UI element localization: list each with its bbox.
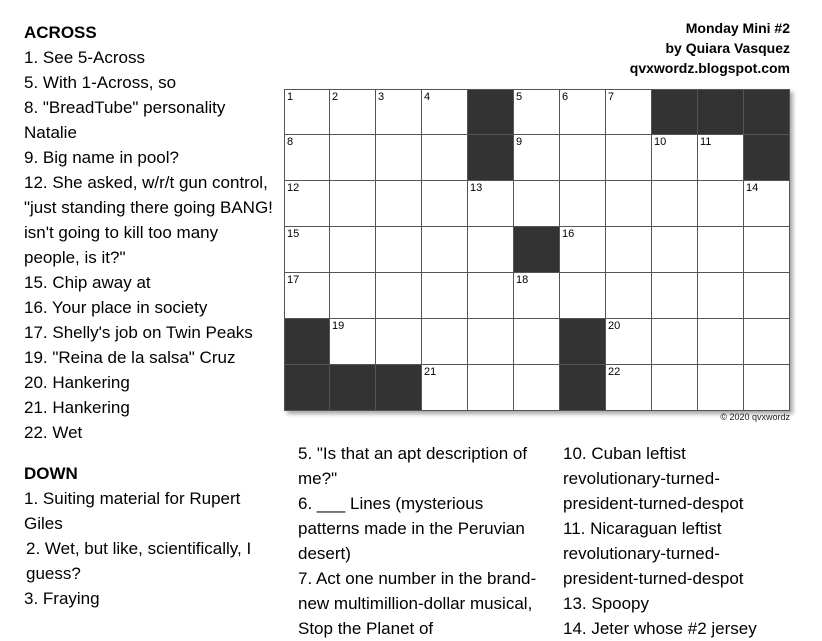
grid-cell[interactable] xyxy=(652,319,698,365)
puzzle-site: qvxwordz.blogspot.com xyxy=(629,60,790,76)
clue-number: 20 xyxy=(608,320,621,332)
grid-cell[interactable] xyxy=(376,227,422,273)
grid-cell[interactable] xyxy=(560,273,606,319)
left-clue-column xyxy=(24,20,276,611)
black-square xyxy=(744,89,790,135)
grid-cell[interactable] xyxy=(376,273,422,319)
grid-cell[interactable] xyxy=(330,89,376,135)
grid-cell[interactable] xyxy=(560,181,606,227)
clue-number: 10 xyxy=(654,136,667,148)
grid-cell[interactable] xyxy=(422,89,468,135)
across-clue: 16. Your place in society xyxy=(24,298,208,317)
down-clue: 2. Wet, but like, scientifically, I guess? xyxy=(26,539,252,583)
grid-cell[interactable] xyxy=(744,181,790,227)
black-square xyxy=(698,89,744,135)
grid-cell[interactable] xyxy=(606,227,652,273)
grid-cell[interactable] xyxy=(698,319,744,365)
across-clue-list xyxy=(24,45,276,445)
grid-cell[interactable] xyxy=(652,273,698,319)
clue-number: 17 xyxy=(287,274,300,286)
clue-number: 5 xyxy=(516,91,523,103)
right-clue-column xyxy=(563,441,793,641)
clue-number: 14 xyxy=(746,182,759,194)
clue-number: 3 xyxy=(378,91,385,103)
down-clue: 7. Act one number in the brand-new multimillion-dollar musical, Stop the Planet of xyxy=(298,569,537,638)
across-clue: 15. Chip away at xyxy=(24,273,151,292)
grid-cell[interactable] xyxy=(744,319,790,365)
grid-cell[interactable] xyxy=(376,135,422,181)
across-clue: 17. Shelly's job on Twin Peaks xyxy=(24,323,253,342)
grid-cell[interactable] xyxy=(514,181,560,227)
down-clue: 14. Jeter whose #2 jersey xyxy=(563,619,757,638)
puzzle-title: Monday Mini #2 xyxy=(685,20,790,36)
grid-cell[interactable] xyxy=(514,89,560,135)
grid-cell[interactable] xyxy=(514,319,560,365)
grid-cell[interactable] xyxy=(514,135,560,181)
down-clue: 5. "Is that an apt description of me?" xyxy=(298,444,528,488)
clue-number: 13 xyxy=(470,182,483,194)
down-heading: DOWN xyxy=(24,464,78,483)
grid-cell[interactable] xyxy=(422,273,468,319)
across-clue: 21. Hankering xyxy=(24,398,130,417)
grid-cell[interactable] xyxy=(422,227,468,273)
clue-number: 15 xyxy=(287,228,300,240)
clue-number: 21 xyxy=(424,366,437,378)
grid-cell[interactable] xyxy=(744,273,790,319)
across-clue: 9. Big name in pool? xyxy=(24,148,179,167)
across-clue: 20. Hankering xyxy=(24,373,130,392)
across-clue: 8. "BreadTube" personality Natalie xyxy=(24,98,226,142)
grid-cell[interactable] xyxy=(698,181,744,227)
clue-number: 1 xyxy=(287,91,294,103)
grid-cell[interactable] xyxy=(468,181,514,227)
clue-number: 7 xyxy=(608,91,615,103)
grid-cell[interactable] xyxy=(560,227,606,273)
clue-number: 2 xyxy=(332,91,339,103)
grid-cell[interactable] xyxy=(606,319,652,365)
down-clue: 1. Suiting material for Rupert Giles xyxy=(24,489,241,533)
grid-cell[interactable] xyxy=(652,181,698,227)
grid-cell[interactable] xyxy=(744,365,790,411)
grid-cell[interactable] xyxy=(422,319,468,365)
grid-cell[interactable] xyxy=(606,135,652,181)
grid-cell[interactable] xyxy=(468,319,514,365)
grid-cell[interactable] xyxy=(468,227,514,273)
byline xyxy=(630,18,790,78)
clue-number: 4 xyxy=(424,91,431,103)
black-square xyxy=(284,365,330,411)
grid-cell[interactable] xyxy=(468,365,514,411)
black-square xyxy=(744,135,790,181)
grid-cell[interactable] xyxy=(422,135,468,181)
crossword-grid xyxy=(284,89,790,411)
black-square xyxy=(330,365,376,411)
black-square xyxy=(468,89,514,135)
grid-cell[interactable] xyxy=(560,135,606,181)
across-clue: 12. She asked, w/r/t gun control, "just standing there going BANG! isn't going to kill too many people, is it?" xyxy=(24,173,273,267)
black-square xyxy=(284,319,330,365)
grid-cell[interactable] xyxy=(698,227,744,273)
grid-cell[interactable] xyxy=(376,89,422,135)
across-heading: ACROSS xyxy=(24,23,97,42)
clue-number: 9 xyxy=(516,136,523,148)
grid-cell[interactable] xyxy=(284,135,330,181)
grid-cell[interactable] xyxy=(330,227,376,273)
black-square xyxy=(514,227,560,273)
clue-number: 22 xyxy=(608,366,621,378)
grid-cell[interactable] xyxy=(698,365,744,411)
black-square xyxy=(560,319,606,365)
down-clue: 3. Fraying xyxy=(24,589,100,608)
grid-cell[interactable] xyxy=(376,319,422,365)
down-clue: 13. Spoopy xyxy=(563,594,650,613)
grid-cell[interactable] xyxy=(330,319,376,365)
across-clue: 19. "Reina de la salsa" Cruz xyxy=(24,348,236,367)
grid-cell[interactable] xyxy=(284,181,330,227)
black-square xyxy=(376,365,422,411)
grid-cell[interactable] xyxy=(422,365,468,411)
down-clue: 11. Nicaraguan leftist revolutionary-turned-president-turned-despot xyxy=(563,519,744,588)
grid-cell[interactable] xyxy=(514,273,560,319)
clue-number: 11 xyxy=(700,136,712,148)
grid-cell[interactable] xyxy=(606,89,652,135)
grid-cell[interactable] xyxy=(652,365,698,411)
grid-cell[interactable] xyxy=(652,135,698,181)
clue-number: 12 xyxy=(287,182,300,194)
grid-cell[interactable] xyxy=(652,227,698,273)
down-clue: 10. Cuban leftist revolutionary-turned-president-turned-despot xyxy=(563,444,744,513)
grid-cell[interactable] xyxy=(284,273,330,319)
grid-cell[interactable] xyxy=(468,273,514,319)
across-clue: 22. Wet xyxy=(24,423,83,442)
down-clue: 6. ___ Lines (mysterious patterns made in the Peruvian desert) xyxy=(298,494,525,563)
black-square xyxy=(560,365,606,411)
grid-cell[interactable] xyxy=(606,365,652,411)
grid-cell[interactable] xyxy=(284,89,330,135)
copyright-notice: © 2020 qvxwordz xyxy=(720,412,790,422)
grid-cell[interactable] xyxy=(698,273,744,319)
clue-number: 6 xyxy=(562,91,569,103)
puzzle-author: by Quiara Vasquez xyxy=(665,40,790,56)
across-clue: 1. See 5-Across xyxy=(24,48,145,67)
grid-cell[interactable] xyxy=(560,89,606,135)
across-clue: 5. With 1-Across, so xyxy=(24,73,177,92)
grid-cell[interactable] xyxy=(376,181,422,227)
black-square xyxy=(468,135,514,181)
clue-number: 19 xyxy=(332,320,345,332)
grid-cell[interactable] xyxy=(330,181,376,227)
grid-cell[interactable] xyxy=(606,273,652,319)
grid-cell[interactable] xyxy=(514,365,560,411)
grid-cell[interactable] xyxy=(698,135,744,181)
grid-cell[interactable] xyxy=(606,181,652,227)
middle-clue-column xyxy=(298,441,543,641)
clue-number: 18 xyxy=(516,274,529,286)
grid-cell[interactable] xyxy=(744,227,790,273)
clue-number: 8 xyxy=(287,136,294,148)
clue-number: 16 xyxy=(562,228,575,240)
black-square xyxy=(652,89,698,135)
grid-cell[interactable] xyxy=(330,273,376,319)
grid-cell[interactable] xyxy=(284,227,330,273)
grid-cell[interactable] xyxy=(422,181,468,227)
grid-cell[interactable] xyxy=(330,135,376,181)
